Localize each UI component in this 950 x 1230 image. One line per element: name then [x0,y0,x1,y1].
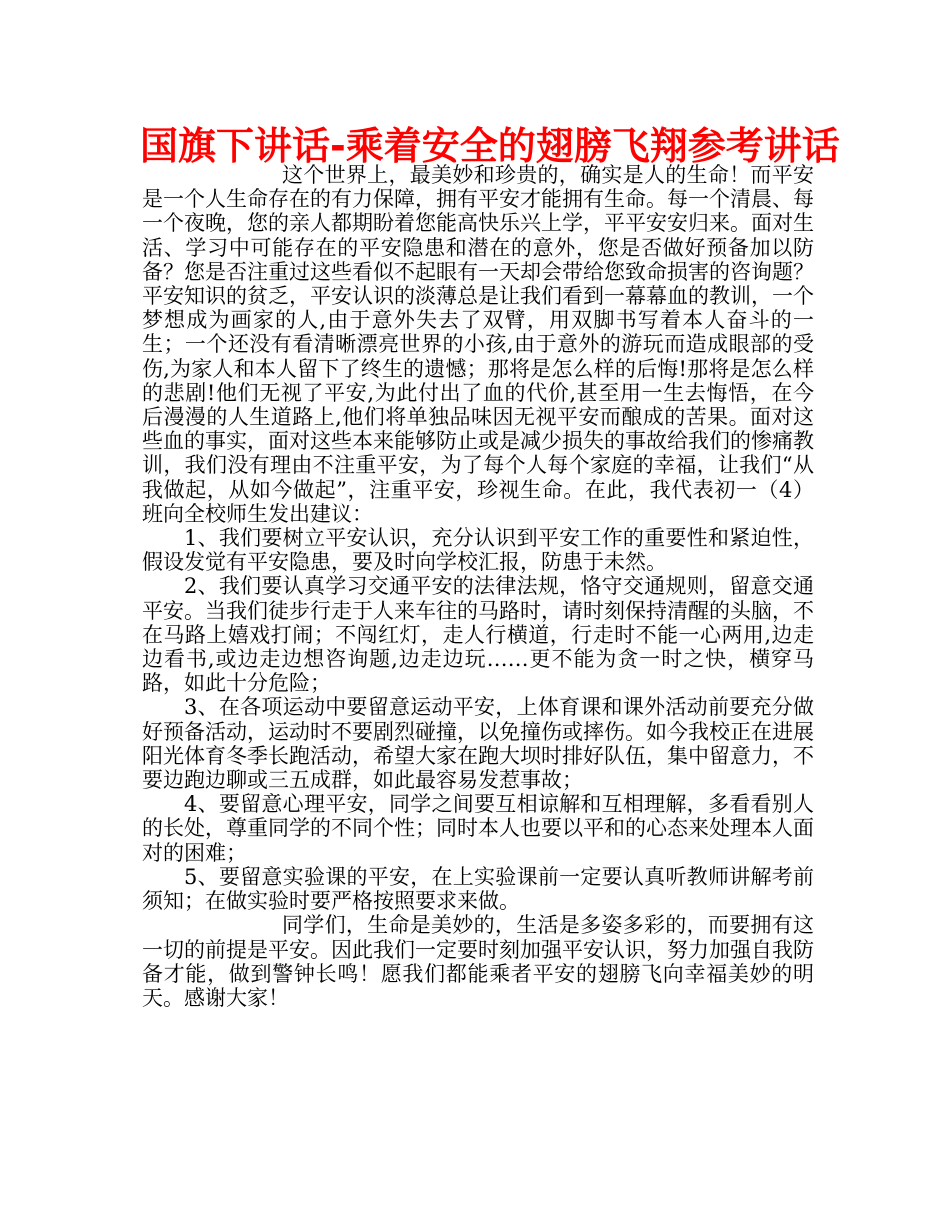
proposal-item-1: 1、我们要树立平安认识，充分认识到平安工作的重要性和紧迫性，假设发觉有平安隐患，要及时向学校汇报，防患于未然。 [142,526,814,575]
closing-paragraph: 同学们，生命是美妙的，生活是多姿多彩的，而要拥有这一切的前提是平安。因此我们一定要时刻加强平安认识，努力加强自我防备才能，做到警钟长鸣！愿我们都能乘者平安的翅膀飞向幸福美妙的明天。感谢大家！ [142,913,814,1010]
proposal-item-2: 2、我们要认真学习交通平安的法律法规，恪守交通规则，留意交通平安。当我们徒步行走于人来车往的马路时，请时刻保持清醒的头脑，不在马路上嬉戏打闹；不闯红灯，走人行横道，行走时不能一心两用,边走边看书,或边走边想咨询题,边走边玩……更不能为贪一时之快，横穿马路，如此十分危险； [142,574,814,696]
proposal-item-4: 4、要留意心理平安，同学之间要互相谅解和互相理解，多看看别人的长处，尊重同学的不同个性；同时本人也要以平和的心态来处理本人面对的困难； [142,792,814,865]
proposal-item-5: 5、要留意实验课的平安，在上实验课前一定要认真听教师讲解考前须知；在做实验时要严格按照要求来做。 [142,864,814,914]
document-title: 国旗下讲话-乘着安全的翅膀飞翔参考讲话 [140,124,840,168]
intro-paragraph: 这个世界上，最美妙和珍贵的，确实是人的生命！而平安是一个人生命存在的有力保障，拥有平安才能拥有生命。每一个清晨、每一个夜晚，您的亲人都期盼着您能高快乐兴上学，平平安安归来。面对生活、学习中可能存在的平安隐患和潜在的意外，您是否做好预备加以防备？您是否注重过这些看似不起眼有一天却会带给您致命损害的咨询题？平安知识的贫乏，平安认识的淡薄总是让我们看到一幕幕血的教训，一个梦想成为画家的人,由于意外失去了双臂，用双脚书写着本人奋斗的一生；一个还没有看清晰漂亮世界的小孩,由于意外的游玩而造成眼部的受伤,为家人和本人留下了终生的遗憾；那将是怎么样的后悔!那将是怎么样的悲剧!他们无视了平安,为此付出了血的代价,甚至用一生去悔悟，在今后漫漫的人生道路上,他们将单独品味因无视平安而酿成的苦果。面对这些血的事实，面对这些本来能够防止或是减少损失的事故给我们的惨痛教训，我们没有理由不注重平安，为了每个人每个家庭的幸福，让我们“从我做起，从如今做起”，注重平安，珍视生命。在此，我代表初一（4）班向全校师生发出建议： [142,163,814,526]
document-body [142,163,814,1010]
proposal-item-3: 3、在各项运动中要留意运动平安，上体育课和课外活动前要充分做好预备活动，运动时不要剧烈碰撞，以免撞伤或摔伤。如今我校正在进展阳光体育冬季长跑活动，希望大家在跑大坝时排好队伍，集中留意力，不要边跑边聊或三五成群，如此最容易发惹事故； [142,695,814,793]
